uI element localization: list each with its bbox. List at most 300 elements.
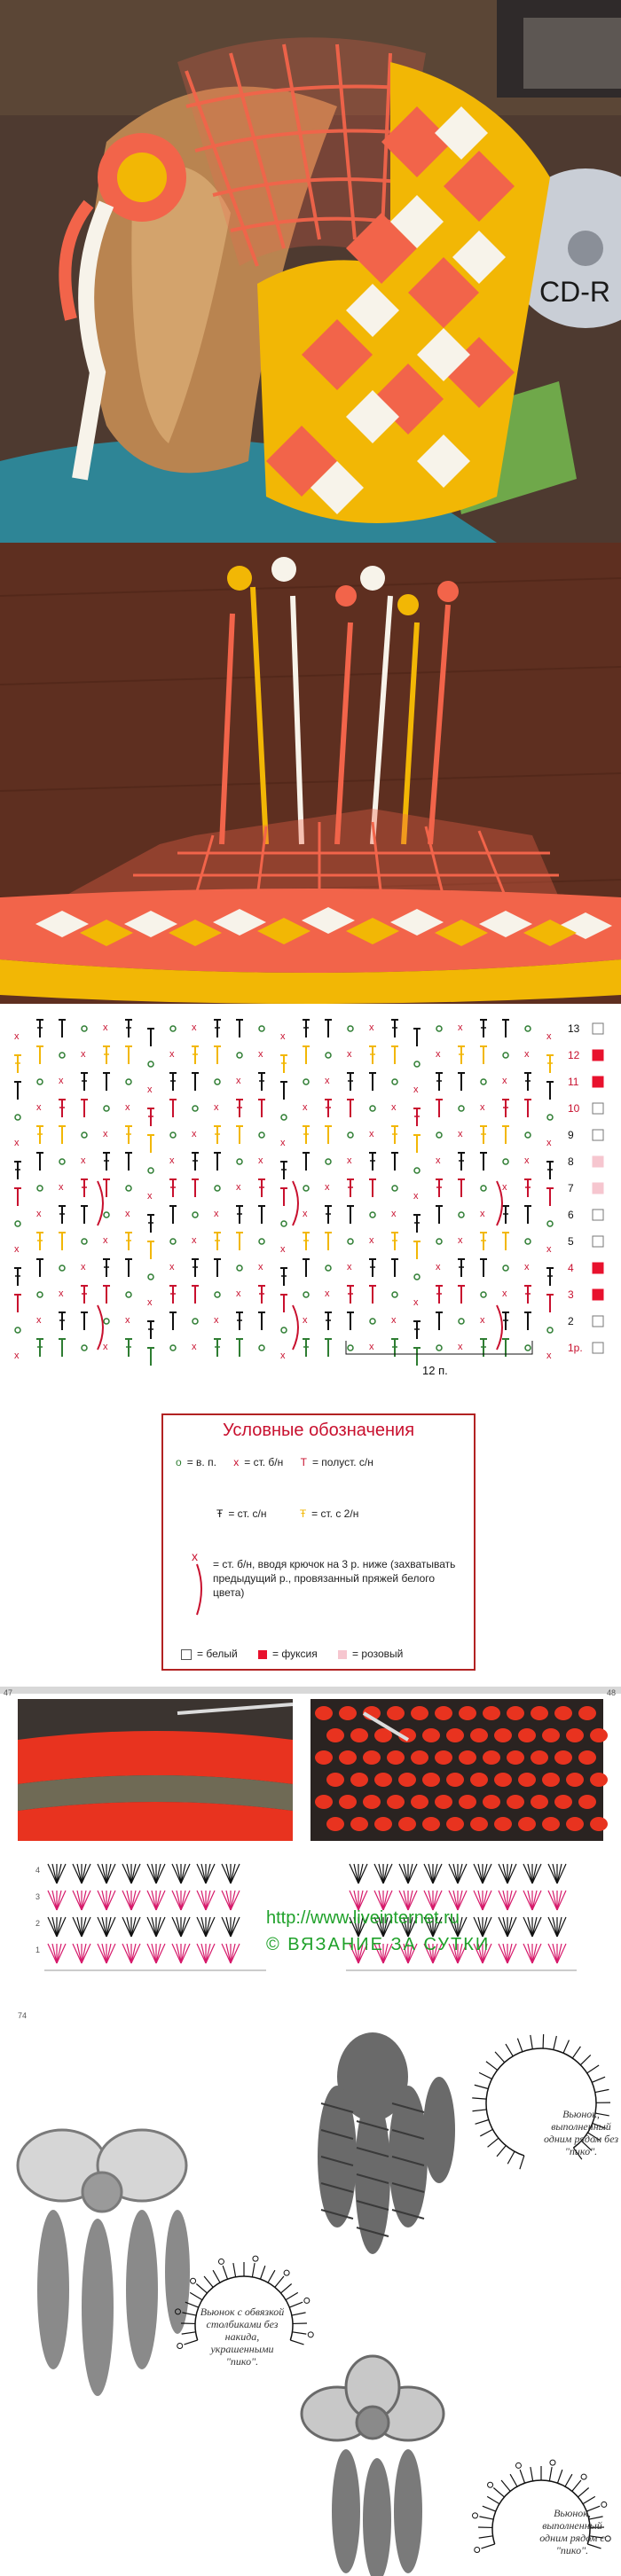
curl-stitch <box>473 2513 494 2519</box>
chart-stitch <box>280 1188 287 1206</box>
caption-curl-no-picot: Вьюнок, выполненный одним рядом без "пико". <box>543 2108 619 2157</box>
mag-page-right: 48 <box>606 1688 616 1697</box>
svg-text:x: x <box>524 1262 530 1272</box>
chart-stitch <box>258 1312 265 1330</box>
chart-stitch <box>502 1076 507 1086</box>
mag-shell <box>387 1750 405 1765</box>
chart-stitch <box>214 1315 219 1326</box>
chart-stitch <box>413 1348 421 1366</box>
chart-stitch <box>525 1239 531 1244</box>
svg-text:x: x <box>413 1084 419 1095</box>
chart-stitch <box>481 1079 486 1084</box>
chart-stitch <box>214 1339 221 1357</box>
chart-stitch <box>369 1073 376 1091</box>
chart-stitch <box>413 1084 419 1095</box>
chart-stitch <box>480 1259 487 1277</box>
svg-text:x: x <box>480 1209 485 1219</box>
chart-stitch <box>303 1153 310 1171</box>
chart-stitch <box>36 1259 43 1277</box>
curl-stitch <box>515 2462 524 2483</box>
chart-stitch <box>169 1262 175 1272</box>
chart-stitch <box>258 1100 265 1117</box>
chart-stitch <box>192 1286 199 1304</box>
svg-text:x: x <box>103 1022 108 1033</box>
mag-shell <box>339 1750 357 1765</box>
chart-stitch <box>258 1286 265 1304</box>
chart-stitch <box>258 1155 263 1166</box>
mag-shell <box>531 1795 548 1809</box>
curl-stitch <box>488 2482 505 2497</box>
curl-stitch <box>557 2470 562 2483</box>
legend-pink: = розовый <box>352 1648 404 1660</box>
chart-stitch <box>525 1132 531 1138</box>
chart-stitch <box>125 1020 132 1037</box>
chart-stitch <box>192 1342 197 1352</box>
mag-shell <box>422 1728 440 1742</box>
curl-stitch <box>191 2278 208 2293</box>
fuchsia-swatch <box>258 1650 267 1659</box>
chain-symbol: o <box>176 1456 182 1468</box>
chart-stitch <box>348 1132 353 1138</box>
chart-stitch <box>103 1286 110 1304</box>
chart-stitch <box>280 1055 287 1073</box>
svg-text:x: x <box>502 1076 507 1086</box>
svg-text:x: x <box>280 1244 286 1255</box>
svg-text:x: x <box>103 1342 108 1352</box>
chart-row-color <box>593 1343 603 1353</box>
chart-stitch <box>303 1079 309 1084</box>
chart-long-stitch <box>497 1305 502 1350</box>
chart-stitch <box>391 1259 398 1277</box>
chart-stitch <box>347 1049 352 1060</box>
hdc-symbol: T <box>300 1456 307 1468</box>
chart-stitch <box>169 1155 175 1166</box>
curl-stitch <box>289 2298 310 2307</box>
chart-row-number: 2 <box>568 1315 574 1327</box>
photo-kerchief-flat-art <box>0 543 621 1004</box>
chart-stitch <box>15 1115 20 1120</box>
chart-stitch <box>215 1186 220 1191</box>
mag-shell <box>315 1706 333 1720</box>
chart-stitch <box>103 1153 110 1171</box>
magazine-page-art <box>0 1687 621 2024</box>
chart-stitch <box>214 1153 221 1171</box>
chart-stitch <box>370 1212 375 1218</box>
mag-shell <box>531 1706 548 1720</box>
curl-stitch <box>531 2035 533 2049</box>
chart-stitch <box>169 1100 177 1117</box>
mag-shell <box>590 1773 608 1787</box>
chart-stitch <box>258 1049 263 1060</box>
chart-stitch <box>347 1312 354 1330</box>
chart-stitch <box>436 1239 442 1244</box>
chart-stitch <box>103 1073 110 1091</box>
svg-text:x: x <box>258 1155 263 1166</box>
chart-stitch <box>480 1046 487 1064</box>
chart-stitch <box>414 1061 420 1067</box>
mag-shell <box>507 1750 524 1765</box>
chart-stitch <box>81 1312 88 1330</box>
chart-stitch <box>414 1168 420 1173</box>
curl-stitch <box>190 2292 202 2299</box>
chart-stitch <box>82 1345 87 1351</box>
mag-shell <box>374 1773 392 1787</box>
mag-row-number: 1 <box>35 1946 41 1954</box>
curl-stitch <box>506 2044 513 2056</box>
curl-stitch <box>213 2270 220 2282</box>
chart-row-number: 11 <box>568 1076 579 1088</box>
chart-stitch <box>281 1327 287 1333</box>
chart-stitch <box>103 1022 108 1033</box>
chart-stitch <box>103 1179 110 1197</box>
curl-stitch <box>595 2089 609 2092</box>
chart-stitch <box>215 1292 220 1297</box>
chart-stitch <box>413 1108 421 1126</box>
mag-shell <box>339 1795 357 1809</box>
curl-stitch <box>475 2544 495 2552</box>
chart-stitch <box>258 1179 265 1197</box>
svg-text:x: x <box>303 1315 308 1326</box>
chart-stitch <box>280 1082 287 1100</box>
chart-stitch <box>480 1020 487 1037</box>
svg-text:x: x <box>413 1297 419 1308</box>
curl-stitch <box>479 2072 491 2079</box>
svg-text:x: x <box>436 1155 441 1166</box>
chart-stitch <box>348 1026 353 1031</box>
mag-shell <box>350 1817 368 1831</box>
svg-text:x: x <box>236 1288 241 1299</box>
chart-stitch <box>326 1159 331 1164</box>
chart-stitch <box>503 1265 508 1271</box>
chart-row-color <box>593 1316 603 1327</box>
mag-shell <box>554 1706 572 1720</box>
svg-text:x: x <box>103 1235 108 1246</box>
mag-shell <box>387 1795 405 1809</box>
svg-text:x: x <box>325 1076 330 1086</box>
chart-row-color <box>593 1103 603 1114</box>
chart-row-number: 10 <box>568 1102 580 1115</box>
svg-text:x: x <box>214 1102 219 1113</box>
curl-stitch <box>488 2138 499 2147</box>
chart-stitch <box>104 1319 109 1324</box>
chart-stitch <box>81 1206 88 1224</box>
chart-stitch <box>436 1345 442 1351</box>
chart-stitch <box>59 1076 64 1086</box>
chart-stitch <box>459 1106 464 1111</box>
mag-shell <box>326 1817 344 1831</box>
chart-stitch <box>192 1259 199 1277</box>
svg-text:x: x <box>59 1288 64 1299</box>
mag-shell <box>542 1773 560 1787</box>
chart-stitch <box>436 1132 442 1138</box>
chart-row-color <box>593 1156 603 1167</box>
chart-stitch <box>546 1055 554 1073</box>
mag-shell <box>387 1706 405 1720</box>
curl-stitch <box>204 2276 213 2287</box>
chart-stitch <box>59 1020 66 1037</box>
svg-text:x: x <box>347 1155 352 1166</box>
svg-text:x: x <box>458 1022 463 1033</box>
svg-text:x: x <box>458 1342 463 1352</box>
chart-row-color <box>593 1236 603 1247</box>
chart-stitch <box>480 1102 485 1113</box>
curl-stitch <box>572 2474 586 2491</box>
chart-stitch <box>325 1312 332 1330</box>
svg-text:x: x <box>169 1049 175 1060</box>
curl-stitch <box>507 2151 515 2164</box>
svg-text:x: x <box>147 1084 153 1095</box>
chart-stitch <box>502 1312 509 1330</box>
svg-text:x: x <box>81 1155 86 1166</box>
chart-stitch <box>125 1126 132 1144</box>
svg-text:x: x <box>546 1351 552 1361</box>
chart-stitch <box>480 1153 487 1171</box>
chart-stitch <box>502 1126 509 1144</box>
chart-stitch <box>147 1215 154 1233</box>
chart-long-stitch <box>293 1181 298 1225</box>
chart-row-number: 9 <box>568 1129 574 1141</box>
curl-stitch <box>520 2156 524 2169</box>
curl-stitch <box>543 2034 544 2048</box>
curl-stitch <box>487 2496 499 2503</box>
chart-stitch <box>236 1288 241 1299</box>
chart-stitch <box>369 1022 374 1033</box>
chart-stitch <box>36 1339 43 1357</box>
curl-stitch <box>260 2266 264 2279</box>
chart-stitch <box>36 1020 43 1037</box>
chart-row-color <box>593 1130 603 1140</box>
svg-text:x: x <box>280 1351 286 1361</box>
chart-stitch <box>59 1100 66 1117</box>
svg-text:x: x <box>458 1235 463 1246</box>
svg-text:x: x <box>524 1155 530 1166</box>
chart-stitch <box>36 1046 43 1064</box>
legend-dc: = ст. с/н <box>228 1507 267 1520</box>
chart-stitch <box>170 1132 176 1138</box>
svg-text:x: x <box>59 1182 64 1193</box>
chart-stitch <box>391 1020 398 1037</box>
chart-row-number: 13 <box>568 1022 580 1035</box>
sc-symbol: x <box>233 1456 240 1468</box>
svg-text:x: x <box>192 1022 197 1033</box>
svg-text:x: x <box>391 1315 397 1326</box>
chart-stitch <box>326 1053 331 1058</box>
curl-stitch <box>252 2256 258 2277</box>
repeat-label: 12 п. <box>422 1364 448 1377</box>
chart-stitch <box>413 1135 421 1153</box>
cd-label: CD-R <box>539 276 610 308</box>
curl-stitch <box>565 2474 572 2486</box>
chart-stitch <box>503 1053 508 1058</box>
chart-stitch <box>147 1084 153 1095</box>
mag-shell <box>459 1706 476 1720</box>
chart-stitch <box>480 1126 487 1144</box>
chart-stitch <box>81 1073 88 1091</box>
mag-shell <box>578 1795 596 1809</box>
chart-stitch <box>325 1126 332 1144</box>
chart-stitch <box>436 1155 441 1166</box>
svg-text:x: x <box>480 1102 485 1113</box>
chart-stitch <box>280 1031 286 1042</box>
curl-stitch <box>233 2263 236 2277</box>
chart-stitch <box>303 1315 308 1326</box>
chart-stitch <box>147 1241 154 1259</box>
chart-stitch <box>303 1259 310 1277</box>
chart-row-color <box>593 1183 603 1194</box>
chart-stitch <box>280 1295 287 1312</box>
chart-stitch <box>215 1079 220 1084</box>
svg-text:x: x <box>103 1129 108 1139</box>
chart-stitch <box>81 1286 88 1304</box>
curl-stitch <box>531 2467 533 2481</box>
mag-shell <box>554 1750 572 1765</box>
legend-box <box>161 1413 476 1671</box>
svg-text:x: x <box>369 1235 374 1246</box>
mag-shell <box>518 1817 536 1831</box>
mag-shell <box>566 1773 584 1787</box>
svg-text:x: x <box>36 1209 42 1219</box>
chart-stitch <box>348 1239 353 1244</box>
chart-stitch <box>436 1100 443 1117</box>
chart-row-color <box>593 1263 603 1273</box>
chart-stitch <box>59 1265 65 1271</box>
chart-row-color <box>593 1023 603 1034</box>
chart-stitch <box>59 1339 66 1357</box>
chart-stitch <box>391 1315 397 1326</box>
mag-shell <box>411 1750 428 1765</box>
chart-stitch <box>82 1026 87 1031</box>
legend-title: Условные обозначения <box>222 1421 415 1440</box>
chart-stitch <box>347 1100 354 1117</box>
legend-row-2 <box>216 1507 364 1520</box>
svg-text:x: x <box>147 1191 153 1202</box>
chart-stitch <box>147 1108 154 1126</box>
svg-text:x: x <box>347 1262 352 1272</box>
curl-stitch <box>480 2129 492 2136</box>
chart-stitch <box>14 1138 20 1148</box>
mag-shell <box>470 1773 488 1787</box>
chart-stitch <box>236 1339 243 1357</box>
chart-stitch <box>147 1321 154 1339</box>
mag-shell <box>398 1817 416 1831</box>
chart-stitch <box>125 1339 132 1357</box>
mag-row-number: 4 <box>35 1866 41 1875</box>
chart-stitch <box>524 1049 530 1060</box>
chart-stitch <box>59 1206 66 1224</box>
chart-stitch <box>214 1233 221 1250</box>
chart-stitch <box>458 1046 465 1064</box>
mag-shell <box>554 1795 572 1809</box>
chart-stitch <box>280 1268 287 1286</box>
chart-stitch <box>480 1209 485 1219</box>
svg-text:x: x <box>36 1315 42 1326</box>
mag-shell <box>326 1728 344 1742</box>
curl-stitch <box>275 2270 289 2287</box>
chart-stitch <box>392 1186 397 1191</box>
caption-curl-with-picot: Вьюнок, выполненный одним рядом с "пико". <box>539 2507 605 2556</box>
chart-row-color <box>593 1077 603 1087</box>
chart-stitch <box>502 1182 507 1193</box>
svg-text:x: x <box>14 1244 20 1255</box>
mag-shell <box>494 1817 512 1831</box>
curl-stitch <box>479 2536 493 2538</box>
chart-row-number: 1р. <box>568 1342 583 1354</box>
chart-stitch <box>369 1259 376 1277</box>
chart-stitch <box>169 1286 177 1304</box>
chart-stitch <box>125 1233 132 1250</box>
chart-stitch <box>436 1026 442 1031</box>
chart-stitch <box>36 1209 42 1219</box>
photo-kerchief-flat <box>0 543 621 1004</box>
mag-shell <box>507 1706 524 1720</box>
chart-stitch <box>502 1288 507 1299</box>
chart-stitch <box>303 1186 309 1191</box>
curl-stitch <box>554 2036 557 2050</box>
chart-stitch <box>436 1179 443 1197</box>
chart-stitch <box>280 1244 286 1255</box>
white-swatch <box>181 1649 192 1660</box>
svg-text:x: x <box>546 1031 552 1042</box>
chart-stitch <box>37 1186 43 1191</box>
chart-stitch <box>281 1115 287 1120</box>
chart-stitch <box>525 1026 531 1031</box>
chart-stitch <box>281 1221 287 1226</box>
svg-text:x: x <box>147 1297 153 1308</box>
chart-stitch <box>524 1179 531 1197</box>
chart-stitch <box>280 1351 286 1361</box>
chart-stitch <box>546 1244 552 1255</box>
chart-stitch <box>524 1100 531 1117</box>
svg-text:x: x <box>81 1049 86 1060</box>
svg-text:x: x <box>59 1076 64 1086</box>
chart-stitch <box>503 1159 508 1164</box>
mag-shell <box>350 1773 368 1787</box>
chart-stitch <box>236 1182 241 1193</box>
chart-stitch <box>36 1126 43 1144</box>
curl-stitch <box>292 2313 306 2315</box>
mag-shell <box>483 1795 500 1809</box>
chart-stitch <box>259 1345 264 1351</box>
chart-stitch <box>125 1102 130 1113</box>
chart-stitch <box>369 1342 374 1352</box>
chart-stitch <box>546 1268 554 1286</box>
chart-stitch <box>436 1286 443 1304</box>
chart-row-number: 12 <box>568 1049 580 1061</box>
chart-stitch <box>82 1239 87 1244</box>
mag-shell <box>518 1728 536 1742</box>
chart-stitch <box>169 1312 177 1330</box>
mag-shell <box>435 1750 452 1765</box>
mag-shell <box>566 1728 584 1742</box>
chart-stitch <box>103 1259 110 1277</box>
mag-page-left: 47 <box>4 1688 13 1697</box>
chart-stitch <box>236 1126 243 1144</box>
legend-row-1 <box>176 1456 379 1468</box>
chart-stitch <box>148 1168 153 1173</box>
chart-stitch <box>413 1241 421 1259</box>
mag-shell <box>470 1817 488 1831</box>
chart-stitch <box>413 1297 419 1308</box>
mag-row-number: 3 <box>35 1892 41 1901</box>
watermark-copyright: © ВЯЗАНИЕ ЗА СУТКИ <box>266 1935 491 1954</box>
chart-stitch <box>436 1073 443 1091</box>
chart-stitch <box>37 1292 43 1297</box>
mag-shell <box>374 1817 392 1831</box>
chart-stitch <box>59 1053 65 1058</box>
chart-stitch <box>125 1046 132 1064</box>
svg-text:x: x <box>347 1049 352 1060</box>
chart-stitch <box>170 1345 176 1351</box>
